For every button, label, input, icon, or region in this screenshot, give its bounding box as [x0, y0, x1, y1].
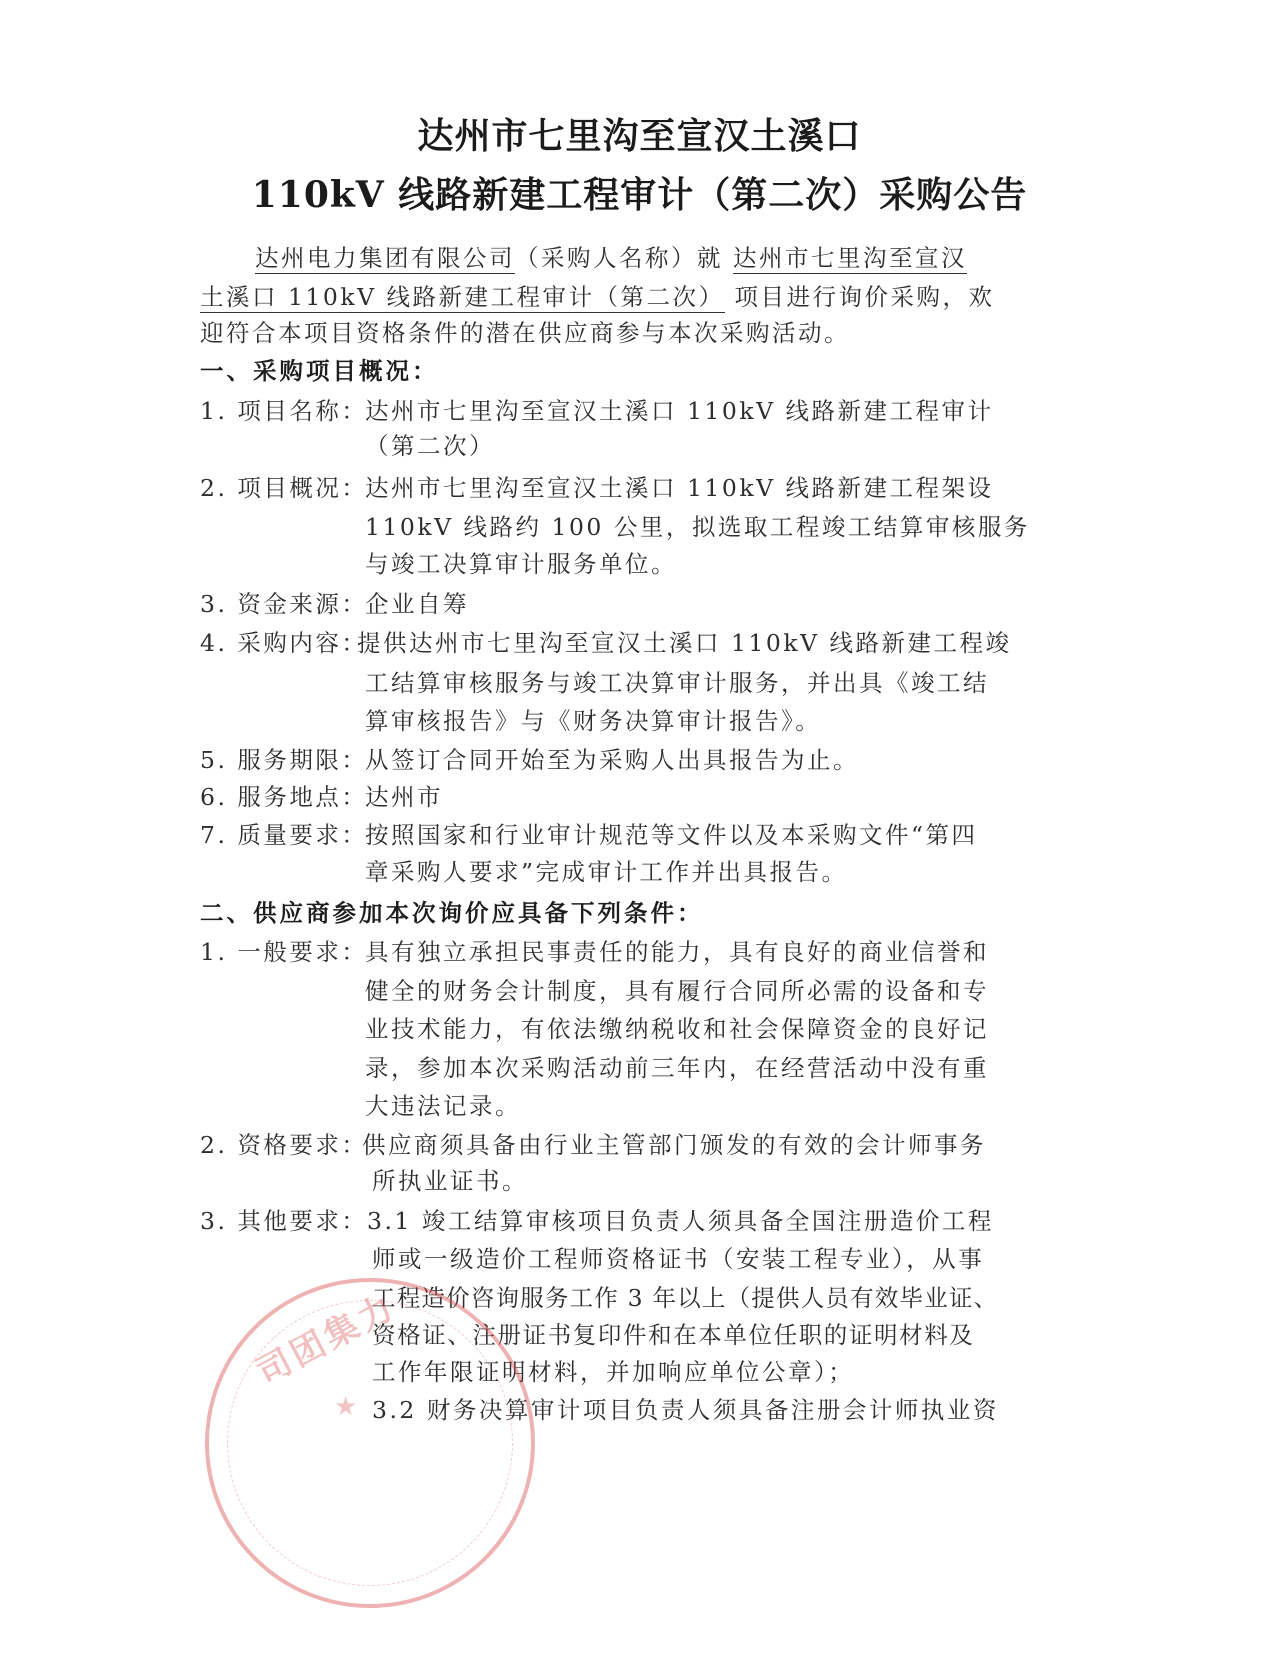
- s1-item1-line1: 达州市七里沟至宣汉土溪口 110kV 线路新建工程审计: [365, 397, 994, 425]
- document-title-line1: 达州市七里沟至宣汉土溪口: [417, 115, 862, 157]
- s1-item6-line1: 达州市: [365, 783, 443, 811]
- s2-item1-line3: 业技术能力，有依法缴纳税收和社会保障资金的良好记: [365, 1015, 989, 1043]
- s1-item7-line2: 章采购人要求”完成审计工作并出具报告。: [365, 858, 848, 886]
- s2-item3-line1: 3.1 竣工结算审核项目负责人须具备全国注册造价工程: [367, 1207, 994, 1235]
- seal-text: 司团集力: [250, 1286, 404, 1393]
- s2-item1-line1: 具有独立承担民事责任的能力，具有良好的商业信誉和: [365, 938, 989, 966]
- s1-item1-line2: （第二次）: [365, 432, 495, 460]
- s1-item6-label: 6. 服务地点：: [200, 783, 368, 811]
- s2-item3-line4: 资格证、注册证书复印件和在本单位任职的证明材料及: [372, 1321, 975, 1349]
- s1-item4-line1: 提供达州市七里沟至宣汉土溪口 110kV 线路新建工程竣: [357, 629, 1012, 657]
- section2-heading: 二、供应商参加本次询价应具备下列条件：: [200, 899, 704, 927]
- s2-item3-line5: 工作年限证明材料，并加响应单位公章）；: [372, 1358, 855, 1386]
- s2-item3-line3: 工程造价咨询服务工作 3 年以上（提供人员有效毕业证、: [372, 1284, 999, 1312]
- s2-item2-line1: 供应商须具备由行业主管部门颁发的有效的会计师事务: [362, 1131, 986, 1159]
- project-name-part2: 土溪口 110kV 线路新建工程审计（第二次）: [200, 283, 725, 311]
- buyer-name: 达州电力集团有限公司: [255, 244, 515, 272]
- intro-line2-rest: 项目进行询价采购，欢: [724, 283, 995, 311]
- seal-star-icon: ★: [334, 1392, 358, 1422]
- project-name-part1: 达州市七里沟至宣汉: [732, 244, 967, 272]
- buyer-note: （采购人名称）就: [515, 244, 733, 272]
- s1-item2-line3: 与竣工决算审计服务单位。: [365, 550, 677, 578]
- s2-item1-line4: 录，参加本次采购活动前三年内，在经营活动中没有重: [365, 1054, 989, 1082]
- s1-item4-line3: 算审核报告》与《财务决算审计报告》。: [365, 707, 822, 735]
- intro-line3: 迎符合本项目资格条件的潜在供应商参与本次采购活动。: [200, 319, 850, 347]
- s2-item3-line2: 师或一级造价工程师资格证书（安装工程专业），从事: [372, 1245, 985, 1273]
- s2-item1-line2: 健全的财务会计制度，具有履行合同所必需的设备和专: [365, 977, 989, 1005]
- s1-item7-label: 7. 质量要求：: [200, 821, 368, 849]
- s1-item1-label: 1. 项目名称：: [200, 397, 368, 425]
- s1-item3-label: 3. 资金来源：: [200, 590, 368, 618]
- document-title-line2: 110kV 线路新建工程审计（第二次）采购公告: [251, 174, 1028, 216]
- intro-line1: [255, 243, 967, 273]
- s2-item1-line5: 大违法记录。: [365, 1092, 521, 1120]
- s1-item4-label: 4. 采购内容：: [200, 629, 368, 657]
- s1-item2-line2: 110kV 线路约 100 公里，拟选取工程竣工结算审核服务: [365, 513, 1030, 541]
- s1-item3-line1: 企业自筹: [365, 590, 469, 618]
- s1-item5-line1: 从签订合同开始至为采购人出具报告为止。: [365, 746, 859, 774]
- s2-item3-line6: 3.2 财务决算审计项目负责人须具备注册会计师执业资: [372, 1396, 999, 1424]
- intro-line2: [200, 282, 995, 312]
- s1-item4-line2: 工结算审核服务与竣工决算审计服务，并出具《竣工结: [365, 669, 989, 697]
- s1-item5-label: 5. 服务期限：: [200, 746, 368, 774]
- section1-heading: 一、采购项目概况：: [200, 357, 439, 385]
- s2-item2-line2: 所执业证书。: [372, 1167, 528, 1195]
- s2-item3-label: 3. 其他要求：: [200, 1207, 368, 1235]
- s2-item2-label: 2. 资格要求：: [200, 1131, 368, 1159]
- s1-item2-line1: 达州市七里沟至宣汉土溪口 110kV 线路新建工程架设: [365, 474, 994, 502]
- s1-item7-line1: 按照国家和行业审计规范等文件以及本采购文件“第四: [365, 821, 978, 849]
- s1-item2-label: 2. 项目概况：: [200, 474, 368, 502]
- s2-item1-label: 1. 一般要求：: [200, 938, 368, 966]
